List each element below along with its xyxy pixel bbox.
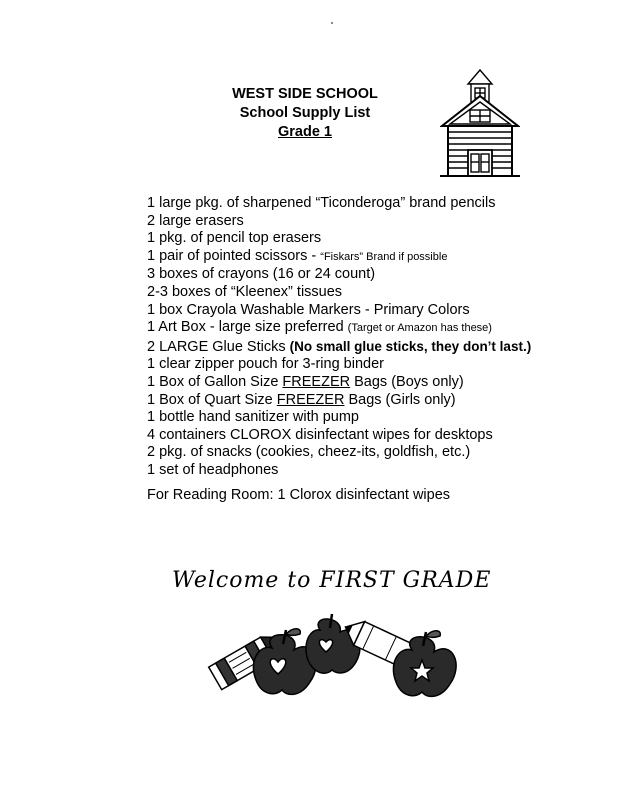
supply-list [147,195,587,480]
list-item: 2-3 boxes of “Kleenex” tissues [147,283,343,300]
item-text: 1 Art Box - large size preferred [147,319,348,336]
reading-room-line: For Reading Room: 1 Clorox disinfectant wipes [147,487,451,503]
item-text: 1 Box of Quart Size [147,391,277,408]
list-item [147,392,587,410]
item-note: “Fiskars” Brand if possible [320,250,448,263]
list-item: 1 bottle hand sanitizer with pump [147,409,359,426]
grade-label: Grade 1 [278,124,332,140]
item-text: 1 pair of pointed scissors - [147,247,321,264]
list-item: 1 box Crayola Washable Markers - Primary Colors [147,301,470,318]
item-note: (Target or Amazon has these) [347,322,492,335]
list-item [147,319,587,338]
header [200,85,410,142]
schoolhouse-icon [440,68,520,180]
list-item: 2 large erasers [147,212,244,229]
speck-mark [331,22,333,24]
list-title: School Supply List [239,105,371,121]
welcome-banner: Welcome to FIRST GRADE [172,568,492,593]
list-item: 1 pkg. of pencil top erasers [147,230,322,247]
list-item [147,248,587,267]
list-item [147,374,587,392]
item-text: Bags (Boys only) [350,373,464,390]
list-item: 3 boxes of crayons (16 or 24 count) [147,266,376,283]
school-supplies-clipart [190,600,470,710]
list-item: 2 pkg. of snacks (cookies, cheez-its, goldfish, etc.) [147,444,471,461]
item-text: 2 LARGE Glue Sticks [147,338,290,355]
item-bold-note: (No small glue sticks, they don’t last.) [289,338,532,354]
freezer-label: FREEZER [282,373,351,390]
item-text: 1 Box of Gallon Size [147,373,283,390]
list-item: 1 set of headphones [147,461,279,478]
freezer-label: FREEZER [276,391,345,408]
list-item: 1 clear zipper pouch for 3-ring binder [147,356,384,373]
list-item [147,338,587,357]
item-text: Bags (Girls only) [344,391,456,408]
list-item: 1 large pkg. of sharpened “Ticonderoga” brand pencils [147,195,496,211]
list-item: 4 containers CLOROX disinfectant wipes for desktops [147,426,493,443]
school-name: WEST SIDE SCHOOL [232,86,378,102]
